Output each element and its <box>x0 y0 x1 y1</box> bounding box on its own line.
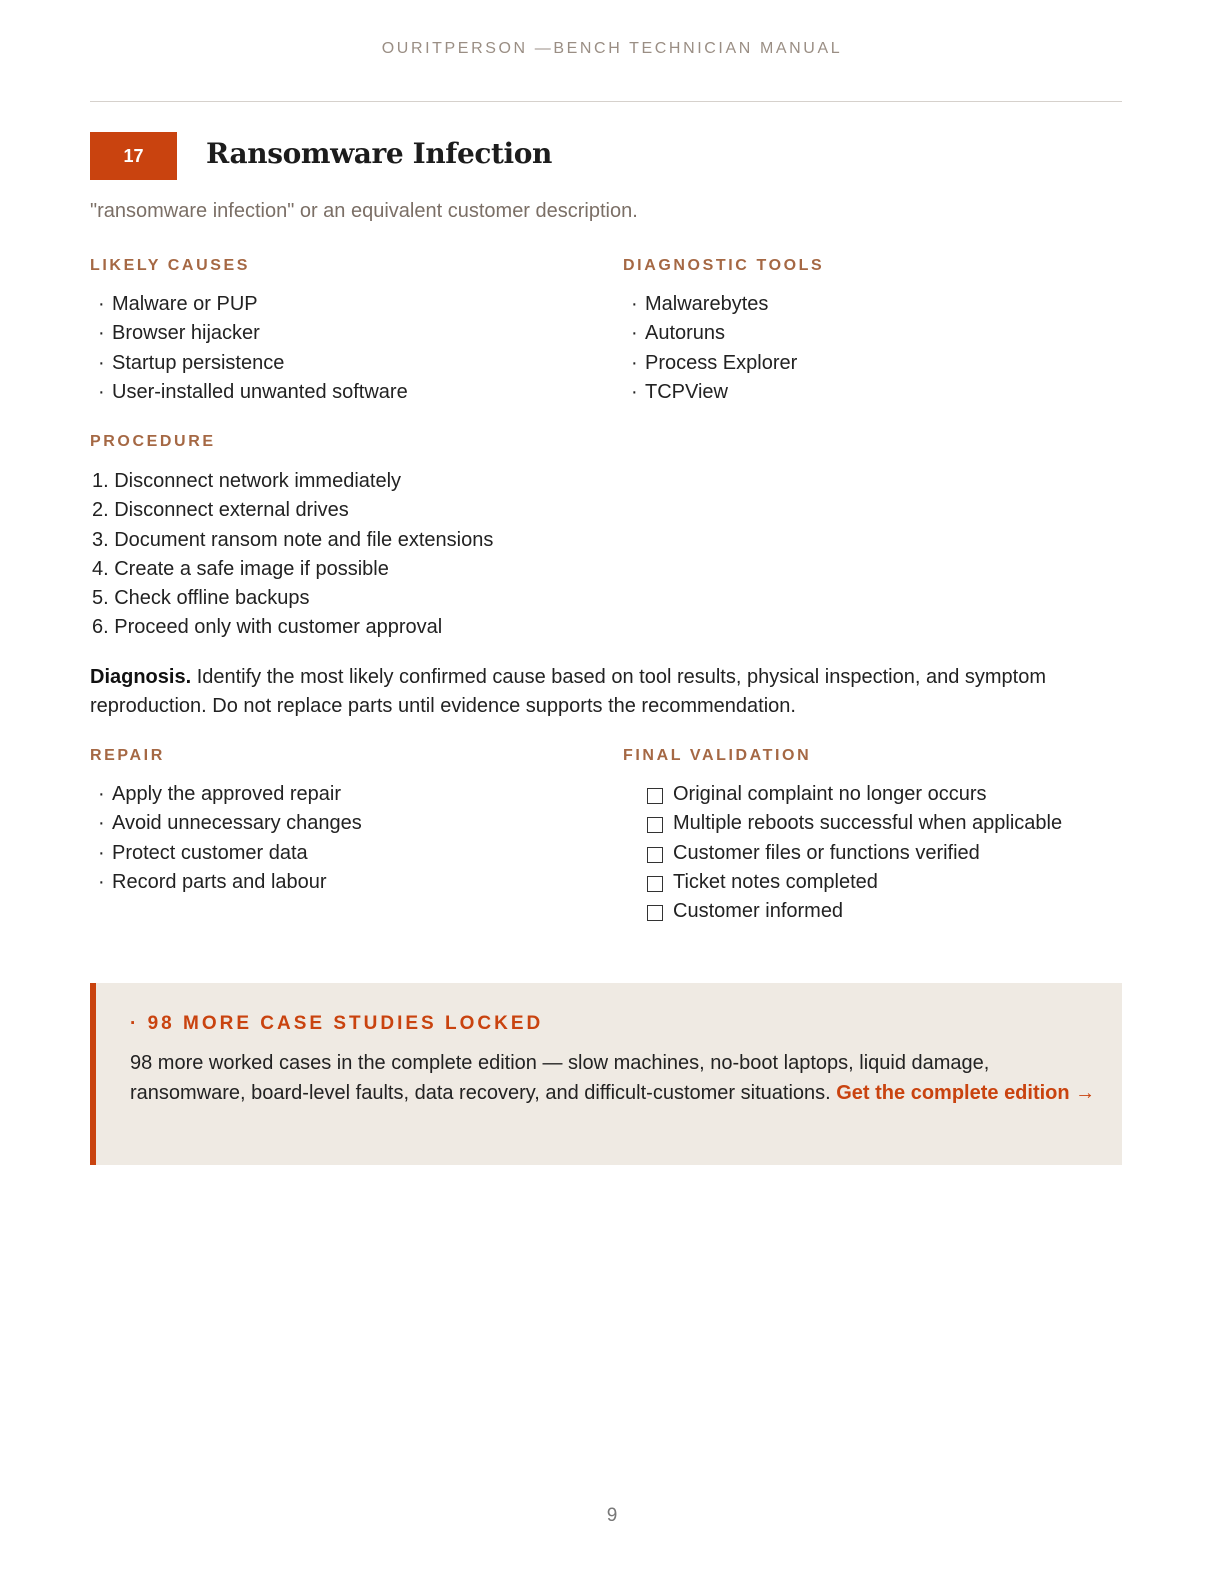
checkbox[interactable] <box>647 788 663 804</box>
case-subtitle: "ransomware infection" or an equivalent customer description. <box>90 200 638 222</box>
procedure-step: 3. Document ransom note and file extensions <box>92 528 494 551</box>
likely-causes-label: LIKELY CAUSES <box>90 257 251 274</box>
list-item: · Startup persistence <box>98 351 285 374</box>
checklist-item: Original complaint no longer occurs <box>623 780 1062 809</box>
callout-heading: · 98 MORE CASE STUDIES LOCKED <box>130 1013 544 1034</box>
procedure-step: 1. Disconnect network immediately <box>92 470 402 492</box>
procedure-step: 2. Disconnect external drives <box>92 499 349 522</box>
checklist-item: Customer informed <box>623 897 1062 926</box>
list-item: · Process Explorer <box>631 351 798 374</box>
diagnostic-tools-label: DIAGNOSTIC TOOLS <box>623 257 825 274</box>
procedure-steps <box>90 467 493 643</box>
final-validation-label: FINAL VALIDATION <box>623 747 812 764</box>
list-item: · Protect customer data <box>98 841 308 864</box>
final-validation-checklist <box>623 780 1062 926</box>
diagnosis-lead: Diagnosis. <box>90 666 192 688</box>
list-item: · Record parts and labour <box>98 870 327 893</box>
list-item: · User-installed unwanted software <box>98 380 408 403</box>
callout-body: 98 more worked cases in the complete edition — slow machines, no-boot laptops, liquid damage, ransomware, board-level faults, data recovery, and difficult-customer situations. Get the complete edition → <box>130 1052 1096 1104</box>
likely-causes-list <box>90 290 408 407</box>
case-title: Ransomware Infection <box>206 137 553 170</box>
checkbox[interactable] <box>647 905 663 921</box>
list-item: · Browser hijacker <box>98 322 260 345</box>
procedure-step: 6. Proceed only with customer approval <box>92 616 443 639</box>
checklist-item: Multiple reboots successful when applicable <box>623 809 1062 838</box>
checklist-item: Ticket notes completed <box>623 868 1062 897</box>
get-complete-edition-link[interactable]: Get the complete edition → <box>836 1081 1096 1104</box>
diagnosis-paragraph <box>90 663 1100 721</box>
header-divider <box>90 101 1122 102</box>
diagnostic-tools-list <box>623 290 797 407</box>
checkbox[interactable] <box>647 847 663 863</box>
repair-label: REPAIR <box>90 747 165 764</box>
list-item: · Autoruns <box>631 322 726 345</box>
procedure-label: PROCEDURE <box>90 433 216 450</box>
list-item: · Malwarebytes <box>631 293 769 315</box>
checklist-item: Customer files or functions verified <box>623 839 1062 868</box>
checkbox[interactable] <box>647 817 663 833</box>
checkbox[interactable] <box>647 876 663 892</box>
case-number-badge: 17 <box>90 132 177 180</box>
diagnosis-text: Identify the most likely confirmed cause based on tool results, physical inspection, and symptom reproduction. Do not replace parts until evidence supports the recommendation. <box>90 666 1047 717</box>
procedure-step: 4. Create a safe image if possible <box>92 557 389 580</box>
procedure-step: 5. Check offline backups <box>92 587 310 610</box>
locked-content-callout <box>90 983 1122 1165</box>
list-item: · Avoid unnecessary changes <box>98 812 362 835</box>
repair-list <box>90 780 362 897</box>
running-header: OURITPERSON —BENCH TECHNICIAN MANUAL <box>381 40 843 57</box>
list-item: · Apply the approved repair <box>98 783 342 805</box>
list-item: · TCPView <box>631 380 728 403</box>
list-item: · Malware or PUP <box>98 293 258 315</box>
page-number: 9 <box>606 1505 618 1526</box>
